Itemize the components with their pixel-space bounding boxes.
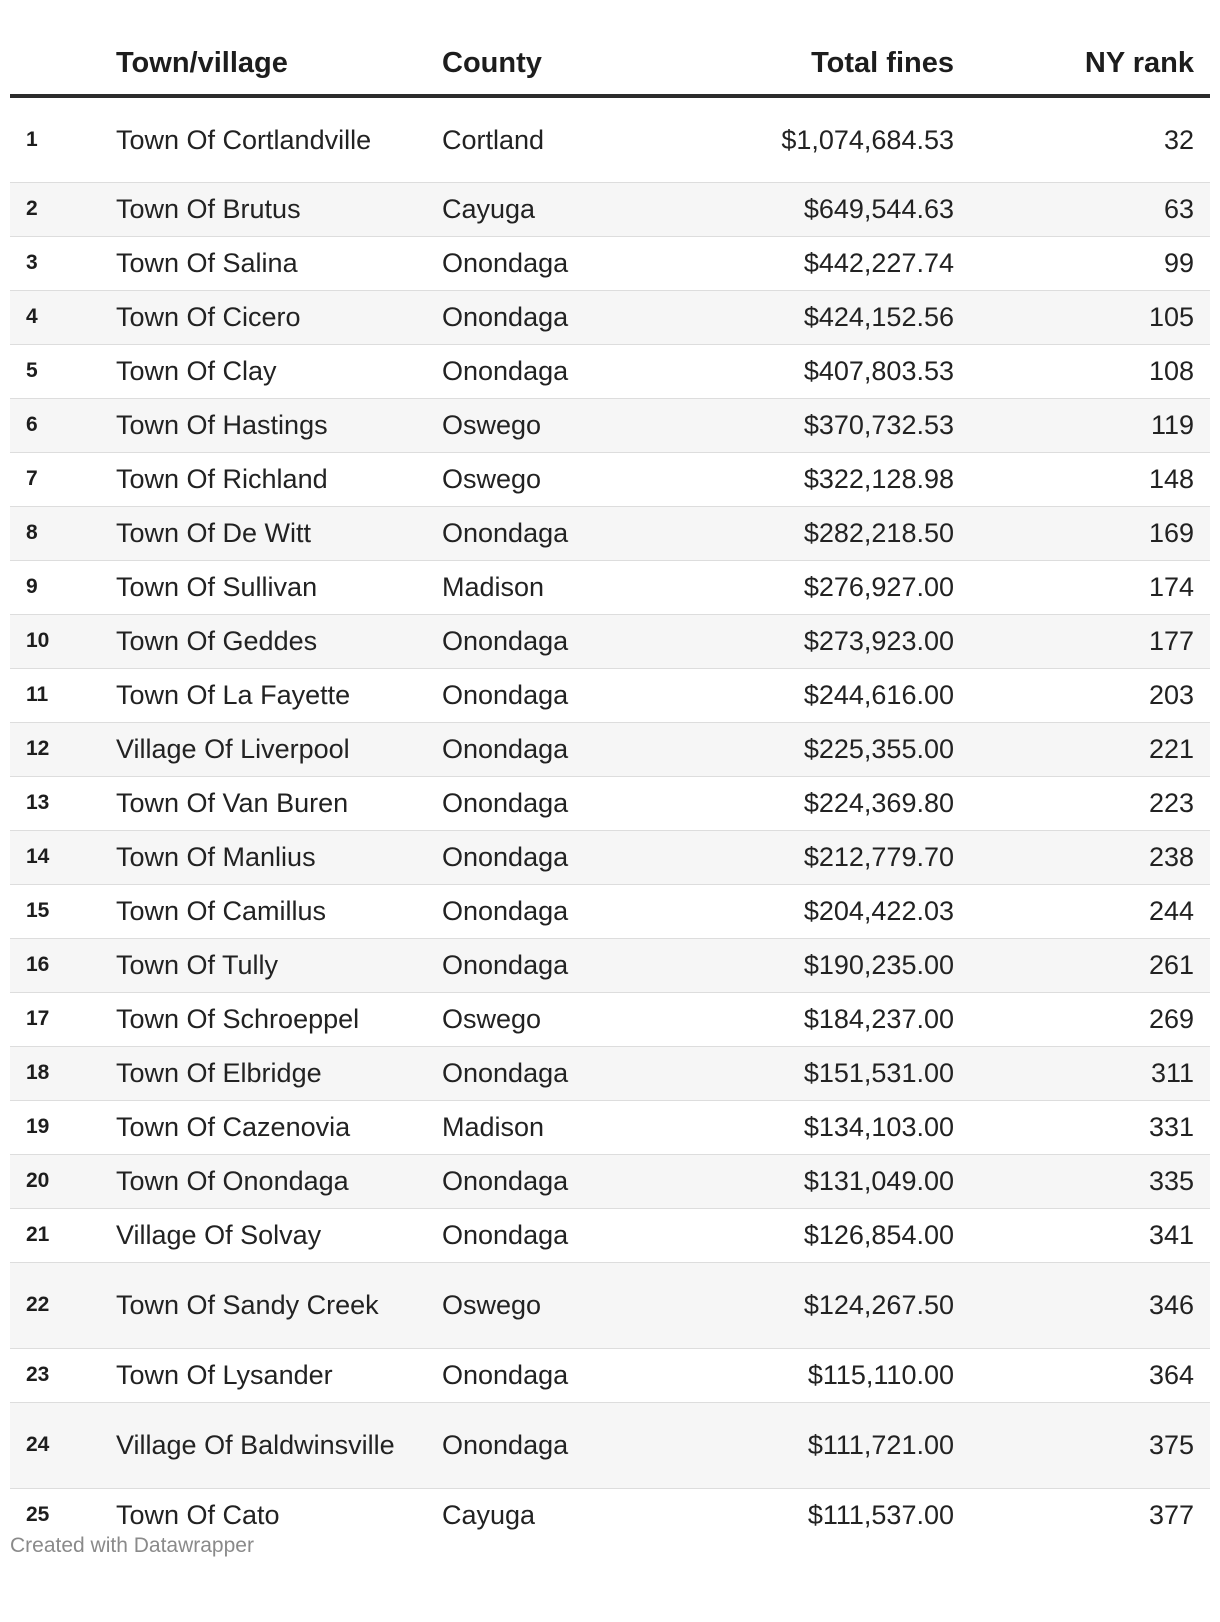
cell-rank: 3 [10,236,102,290]
table-body [10,96,1210,1542]
table-row [10,344,1210,398]
header-row [10,32,1210,96]
cell-total-fines: $204,422.03 [640,884,970,938]
cell-town-village: Village Of Solvay [102,1208,425,1262]
cell-county: Onondaga [425,344,640,398]
table-row [10,1208,1210,1262]
cell-ny-rank: 341 [970,1208,1210,1262]
cell-ny-rank: 63 [970,182,1210,236]
cell-ny-rank: 261 [970,938,1210,992]
cell-rank: 11 [10,668,102,722]
cell-county: Oswego [425,398,640,452]
cell-rank: 19 [10,1100,102,1154]
cell-total-fines: $225,355.00 [640,722,970,776]
cell-total-fines: $282,218.50 [640,506,970,560]
table-row [10,452,1210,506]
table-row [10,560,1210,614]
cell-total-fines: $111,721.00 [640,1402,970,1488]
cell-ny-rank: 346 [970,1262,1210,1348]
header-ny-rank: NY rank [970,32,1210,96]
cell-total-fines: $244,616.00 [640,668,970,722]
cell-ny-rank: 269 [970,992,1210,1046]
cell-total-fines: $134,103.00 [640,1100,970,1154]
table-row [10,830,1210,884]
cell-ny-rank: 177 [970,614,1210,668]
cell-town-village: Town Of Cazenovia [102,1100,425,1154]
cell-rank: 24 [10,1402,102,1488]
cell-rank: 12 [10,722,102,776]
cell-county: Onondaga [425,776,640,830]
table-row [10,398,1210,452]
cell-town-village: Town Of Camillus [102,884,425,938]
cell-county: Madison [425,1100,640,1154]
cell-total-fines: $111,537.00 [807,1500,954,1531]
cell-town-village: Town Of Tully [102,938,425,992]
cell-town-village: Town Of Hastings [102,398,425,452]
header-total-fines: Total fines [640,32,970,96]
cell-town-village: Town Of Lysander [102,1348,425,1402]
cell-total-fines: $124,267.50 [640,1262,970,1348]
cell-rank: 21 [10,1208,102,1262]
cell-town-village: Town Of Manlius [102,830,425,884]
table-row [10,182,1210,236]
cell-total-fines: $370,732.53 [640,398,970,452]
cell-town-village: Town Of Schroeppel [102,992,425,1046]
cell-county: Onondaga [425,1402,640,1488]
cell-total-fines: $442,227.74 [640,236,970,290]
fines-table [10,32,1210,1542]
cell-town-village: Town Of Sandy Creek [102,1262,425,1348]
cell-county: Onondaga [425,1154,640,1208]
cell-ny-rank: 331 [970,1100,1210,1154]
cell-town-village: Town Of Cato [116,1500,280,1531]
cell-ny-rank: 364 [970,1348,1210,1402]
table-row [10,1348,1210,1402]
table-row [10,1402,1210,1488]
cell-rank: 23 [10,1348,102,1402]
cell-rank: 15 [10,884,102,938]
cell-total-fines: $190,235.00 [640,938,970,992]
cell-town-village: Town Of De Witt [102,506,425,560]
cell-town-village: Town Of Cicero [102,290,425,344]
cell-ny-rank: 221 [970,722,1210,776]
cell-county: Madison [425,560,640,614]
cell-county: Onondaga [425,236,640,290]
cell-rank: 9 [10,560,102,614]
cell-ny-rank: 32 [970,96,1210,182]
cell-ny-rank: 223 [970,776,1210,830]
cell-county: Oswego [425,992,640,1046]
table-row [10,1046,1210,1100]
cell-total-fines: $273,923.00 [640,614,970,668]
table-row [10,1262,1210,1348]
header-county: County [425,32,640,96]
cell-rank: 13 [10,776,102,830]
cell-rank: 18 [10,1046,102,1100]
cell-town-village: Town Of Richland [102,452,425,506]
cell-county: Onondaga [425,830,640,884]
cell-county: Onondaga [425,614,640,668]
cell-ny-rank: 203 [970,668,1210,722]
table-header [10,32,1210,96]
cell-total-fines: $276,927.00 [640,560,970,614]
cell-county: Onondaga [425,1208,640,1262]
cell-rank: 1 [10,96,102,182]
header-town-village: Town/village [102,32,425,96]
cell-ny-rank: 238 [970,830,1210,884]
cell-county: Onondaga [425,1348,640,1402]
cell-town-village: Town Of Clay [102,344,425,398]
cell-rank: 7 [10,452,102,506]
table-row [10,668,1210,722]
table-row [10,884,1210,938]
cell-total-fines: $322,128.98 [640,452,970,506]
cell-ny-rank: 377 [1148,1500,1194,1531]
cell-county: Onondaga [425,290,640,344]
cell-rank: 17 [10,992,102,1046]
cell-town-village: Village Of Baldwinsville [102,1402,425,1488]
table-row [10,506,1210,560]
table-row [10,938,1210,992]
cell-rank: 20 [10,1154,102,1208]
cell-ny-rank: 148 [970,452,1210,506]
cell-rank: 6 [10,398,102,452]
cell-rank: 4 [10,290,102,344]
table-row [10,722,1210,776]
cell-total-fines: $126,854.00 [640,1208,970,1262]
cell-county: Onondaga [425,506,640,560]
table-row [10,290,1210,344]
cell-rank: 14 [10,830,102,884]
cell-total-fines: $1,074,684.53 [640,96,970,182]
cell-rank: 25 [26,1503,50,1527]
cell-total-fines: $115,110.00 [640,1348,970,1402]
cell-town-village: Town Of Geddes [102,614,425,668]
cell-ny-rank: 169 [970,506,1210,560]
cell-county: Oswego [425,452,640,506]
cell-ny-rank: 105 [970,290,1210,344]
cell-ny-rank: 119 [970,398,1210,452]
cell-rank: 2 [10,182,102,236]
cell-town-village: Town Of Cortlandville [102,96,425,182]
cell-rank: 22 [10,1262,102,1348]
cell-total-fines: $649,544.63 [640,182,970,236]
cell-ny-rank: 244 [970,884,1210,938]
cell-rank: 10 [10,614,102,668]
header-rank [10,32,102,96]
cell-county: Cortland [425,96,640,182]
table-row [10,992,1210,1046]
cell-ny-rank: 375 [970,1402,1210,1488]
cell-total-fines: $224,369.80 [640,776,970,830]
cell-ny-rank: 335 [970,1154,1210,1208]
cell-county: Onondaga [425,884,640,938]
cell-rank: 16 [10,938,102,992]
table-row [10,236,1210,290]
table-row [10,1154,1210,1208]
cell-county: Oswego [425,1262,640,1348]
cell-total-fines: $184,237.00 [640,992,970,1046]
cell-town-village: Town Of Brutus [102,182,425,236]
cell-total-fines: $212,779.70 [640,830,970,884]
cell-county: Cayuga [425,182,640,236]
cell-ny-rank: 99 [970,236,1210,290]
cell-total-fines: $424,152.56 [640,290,970,344]
cell-county: Onondaga [425,938,640,992]
cell-total-fines: $131,049.00 [640,1154,970,1208]
cell-town-village: Town Of Sullivan [102,560,425,614]
table-row [10,96,1210,182]
datawrapper-credit: Created with Datawrapper [10,1534,254,1557]
cell-ny-rank: 108 [970,344,1210,398]
cell-town-village: Town Of Elbridge [102,1046,425,1100]
cell-county: Onondaga [425,722,640,776]
cell-town-village: Town Of La Fayette [102,668,425,722]
cell-rank: 5 [10,344,102,398]
cell-county: Cayuga [442,1500,536,1531]
cell-town-village: Town Of Van Buren [102,776,425,830]
table-row [10,1100,1210,1154]
cell-town-village: Town Of Salina [102,236,425,290]
cell-rank: 8 [10,506,102,560]
cell-total-fines: $407,803.53 [640,344,970,398]
cell-county: Onondaga [425,1046,640,1100]
cell-town-village: Town Of Onondaga [102,1154,425,1208]
cell-ny-rank: 174 [970,560,1210,614]
cell-ny-rank: 311 [970,1046,1210,1100]
cell-town-village: Village Of Liverpool [102,722,425,776]
cell-total-fines: $151,531.00 [640,1046,970,1100]
table-row [10,614,1210,668]
cell-county: Onondaga [425,668,640,722]
table-row [10,776,1210,830]
